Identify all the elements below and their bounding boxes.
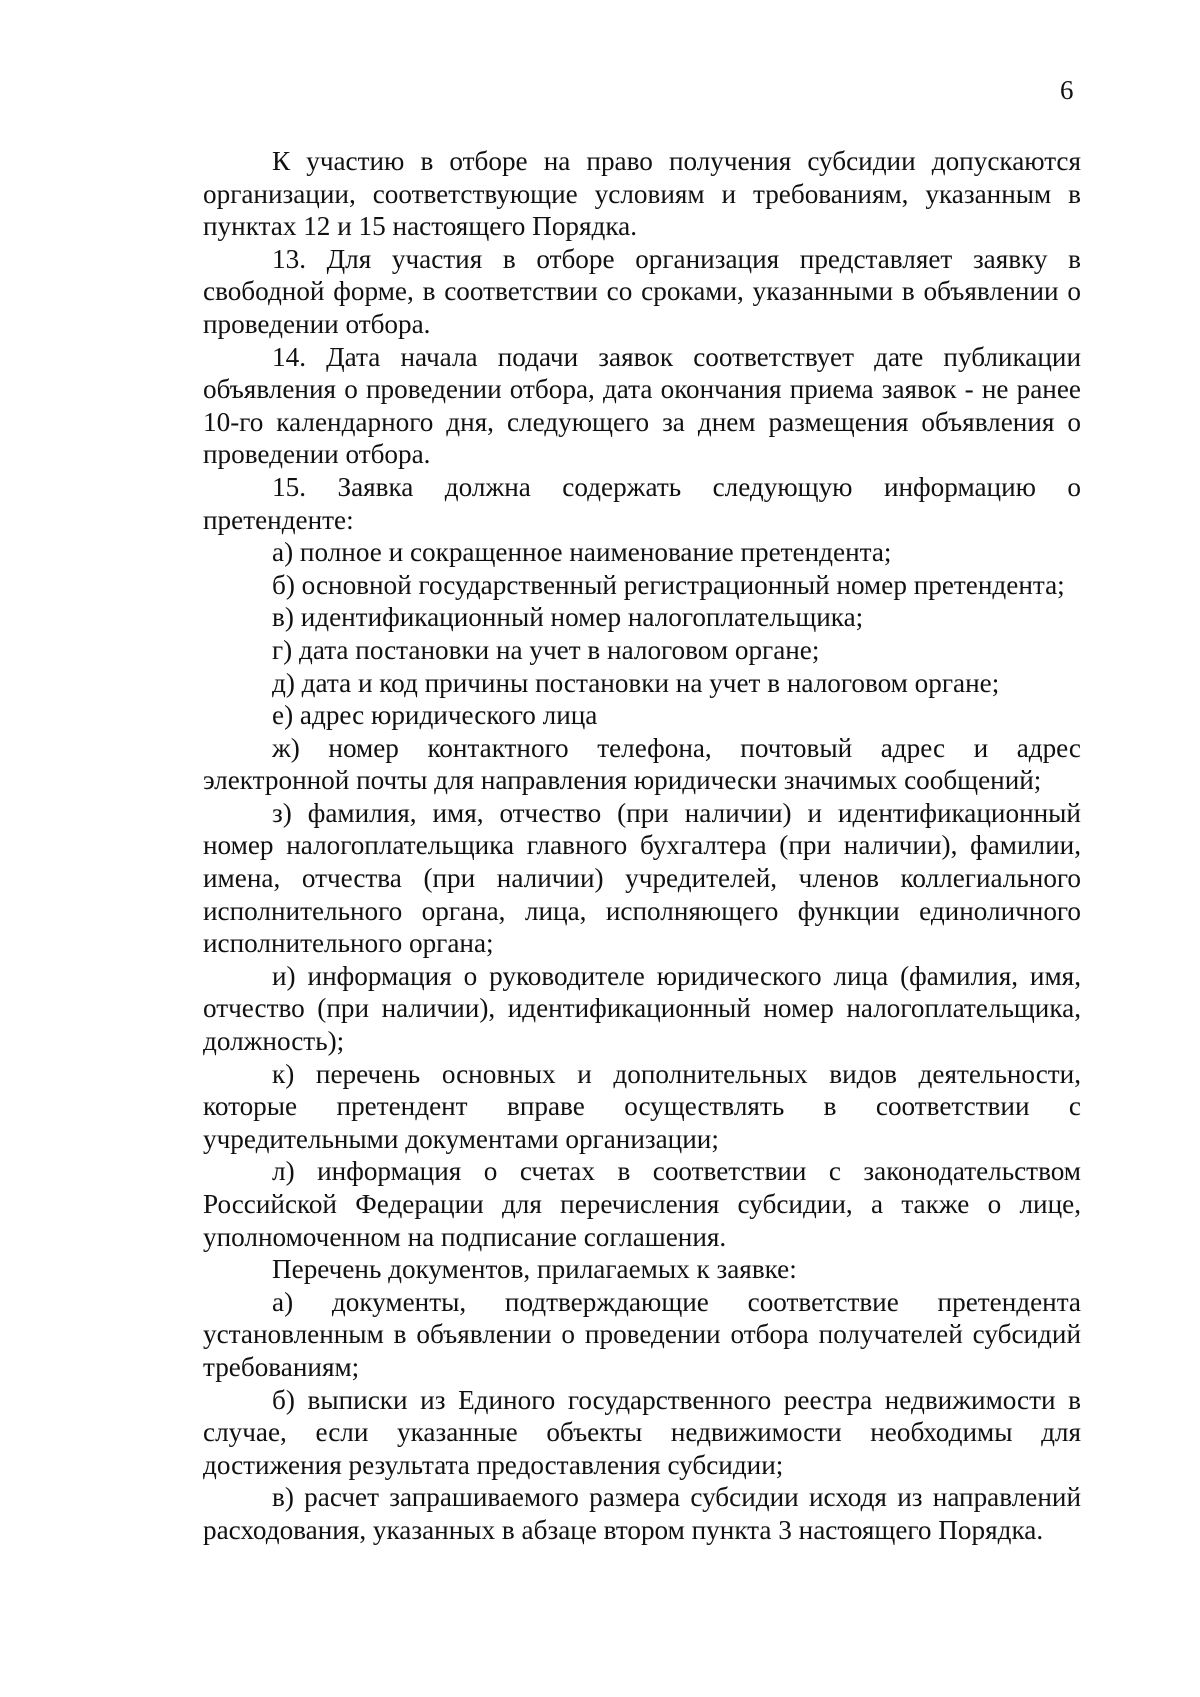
list-item-v: в) идентификационный номер налогоплательщика; (272, 602, 864, 633)
list-item-a: а) полное и сокращенное наименование претендента; (272, 537, 892, 568)
paragraph-15: 15. Заявка должна содержать следующую информацию о претенденте: (203, 471, 1081, 535)
list-item-d: д) дата и код причины постановки на учет в налоговом органе; (272, 667, 1000, 698)
documents-item-v: в) расчет запрашиваемого размера субсидии исходя из направлений расходования, указанных в абзаце втором пункта 3 настоящего Порядка. (203, 1482, 1081, 1545)
documents-item-a: а) документы, подтверждающие соответствие претендента установленным в объявлении о проведении отбора получателей субсидий требованиям; (203, 1286, 1081, 1382)
documents-list-heading: Перечень документов, прилагаемых к заявке: (272, 1254, 797, 1285)
list-item-g: г) дата постановки на учет в налоговом органе; (272, 634, 820, 665)
document-body (203, 145, 1081, 1547)
paragraph-13: 13. Для участия в отборе организация представляет заявку в свободной форме, в соответствии со сроками, указанными в объявлении о проведении отбора. (203, 243, 1081, 339)
paragraph-14: 14. Дата начала подачи заявок соответствует дате публикации объявления о проведении отбора, дата окончания приема заявок - не ранее 10-го календарного дня, следующего за днем размещения объявления о проведении отбора. (203, 341, 1081, 470)
list-item-l: л) информация о счетах в соответствии с законодательством Российской Федерации для перечисления субсидии, а также о лице, уполномоченном на подписание соглашения. (203, 1156, 1081, 1252)
documents-item-b: б) выписки из Единого государственного реестра недвижимости в случае, если указанные объекты недвижимости необходимы для достижения результата предоставления субсидии; (203, 1384, 1081, 1480)
list-item-i: и) информация о руководителе юридического лица (фамилия, имя, отчество (при наличии), идентификационный номер налогоплательщика, должность); (203, 960, 1081, 1057)
list-item-k: к) перечень основных и дополнительных видов деятельности, которые претендент вправе осуществлять в соответствии с учредительными документами организации; (203, 1058, 1081, 1154)
paragraph-admission: К участию в отборе на право получения субсидии допускаются организации, соответствующие условиям и требованиям, указанным в пунктах 12 и 15 настоящего Порядка. (203, 146, 1081, 242)
list-item-zh: ж) номер контактного телефона, почтовый адрес и адрес электронной почты для направления юридически значимых сообщений; (203, 732, 1081, 796)
list-item-e: е) адрес юридического лица (272, 700, 598, 731)
list-item-z: з) фамилия, имя, отчество (при наличии) и идентификационный номер налогоплательщика главного бухгалтера (при наличии), фамилии, имена, отчества (при наличии) учредителей, членов коллегиального исполнительного органа, лица, исполняющего функции единоличного исполнительного органа; (203, 797, 1081, 959)
page-number: 6 (1060, 75, 1074, 105)
list-item-b: б) основной государственный регистрационный номер претендента; (272, 569, 1065, 600)
